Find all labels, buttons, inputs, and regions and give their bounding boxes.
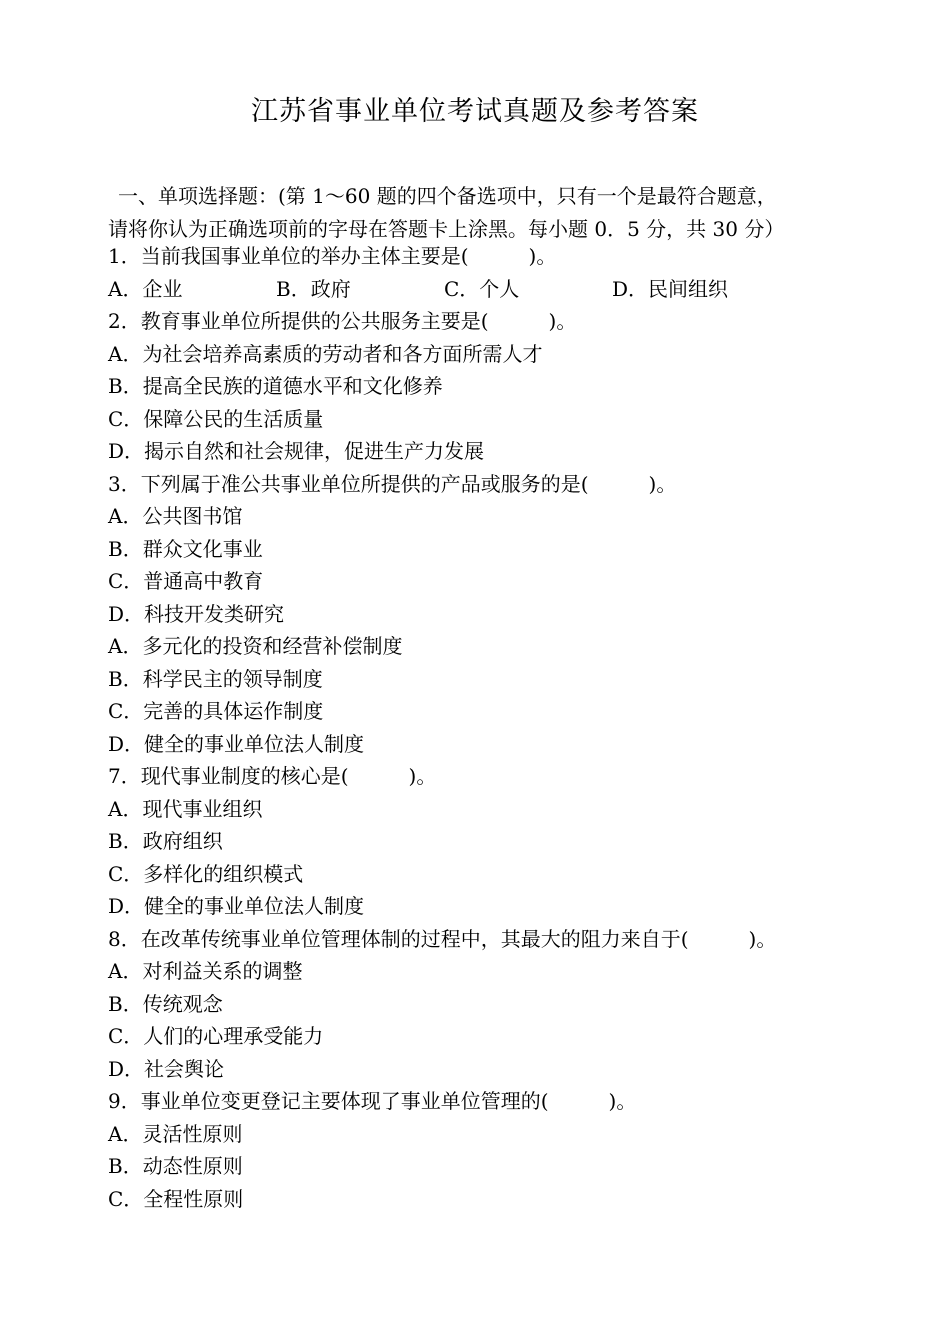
question-7-option-a: A．现代事业组织 [108,796,263,821]
question-3-option-c: C．普通高中教育 [108,569,264,593]
question-9-stem: 9．事业单位变更登记主要体现了事业单位管理的( )。 [108,1089,637,1113]
question-9-option-a: A．灵活性原则 [108,1121,243,1146]
question-2-stem: 2．教育事业单位所提供的公共服务主要是( )。 [108,309,577,333]
question-8-option-c: C．人们的心理承受能力 [108,1024,324,1048]
question-8-option-b: B．传统观念 [108,991,223,1016]
question-1-option-a: A．企业 [108,276,183,301]
question-8-option-a: A．对利益关系的调整 [108,959,303,983]
question-8-option-d: D．社会舆论 [108,1056,225,1081]
question-2-option-d: D．揭示自然和社会规律，促进生产力发展 [108,439,485,463]
question-2-option-a: A．为社会培养高素质的劳动者和各方面所需人才 [108,341,543,366]
section-heading-line-2: 请将你认为正确选项前的字母在答题卡上涂黑。每小题 0．5 分，共 30 分） [108,216,785,241]
section-heading-line-1: 一、单项选择题：(第 1～60 题的四个备选项中，只有一个是最符合题意， [118,184,777,208]
question-list [108,240,938,1215]
question-7-option-d: D．健全的事业单位法人制度 [108,894,365,918]
fragment-option-d: D．健全的事业单位法人制度 [108,731,365,756]
document-title: 江苏省事业单位考试真题及参考答案 [251,96,699,127]
question-2-option-b: B．提高全民族的道德水平和文化修养 [108,374,443,398]
question-9-option-b: B．动态性原则 [108,1154,243,1178]
question-3-option-b: B．群众文化事业 [108,536,263,561]
fragment-option-a: A．多元化的投资和经营补偿制度 [108,634,403,658]
question-7-stem: 7．现代事业制度的核心是( )。 [108,764,437,788]
fragment-option-b: B．科学民主的领导制度 [108,666,323,691]
question-1-option-d: D．民间组织 [612,276,729,301]
question-7-option-c: C．多样化的组织模式 [108,861,304,886]
question-3-option-d: D．科技开发类研究 [108,601,285,626]
fragment-option-c: C．完善的具体运作制度 [108,699,324,723]
question-3-option-a: A．公共图书馆 [108,504,243,528]
question-7-option-b: B．政府组织 [108,829,223,853]
section-heading [108,180,784,245]
question-1-option-c: C．个人 [444,276,520,301]
question-1-stem: 1．当前我国事业单位的举办主体主要是( )。 [108,244,557,268]
question-1-option-b: B．政府 [276,276,351,301]
question-9-option-c: C．全程性原则 [108,1186,244,1211]
question-1-options [108,273,938,306]
question-2-option-c: C．保障公民的生活质量 [108,406,324,431]
question-8-stem: 8．在改革传统事业单位管理体制的过程中，其最大的阻力来自于( )。 [108,926,777,951]
question-3-stem: 3．下列属于准公共事业单位所提供的产品或服务的是( )。 [108,471,677,496]
